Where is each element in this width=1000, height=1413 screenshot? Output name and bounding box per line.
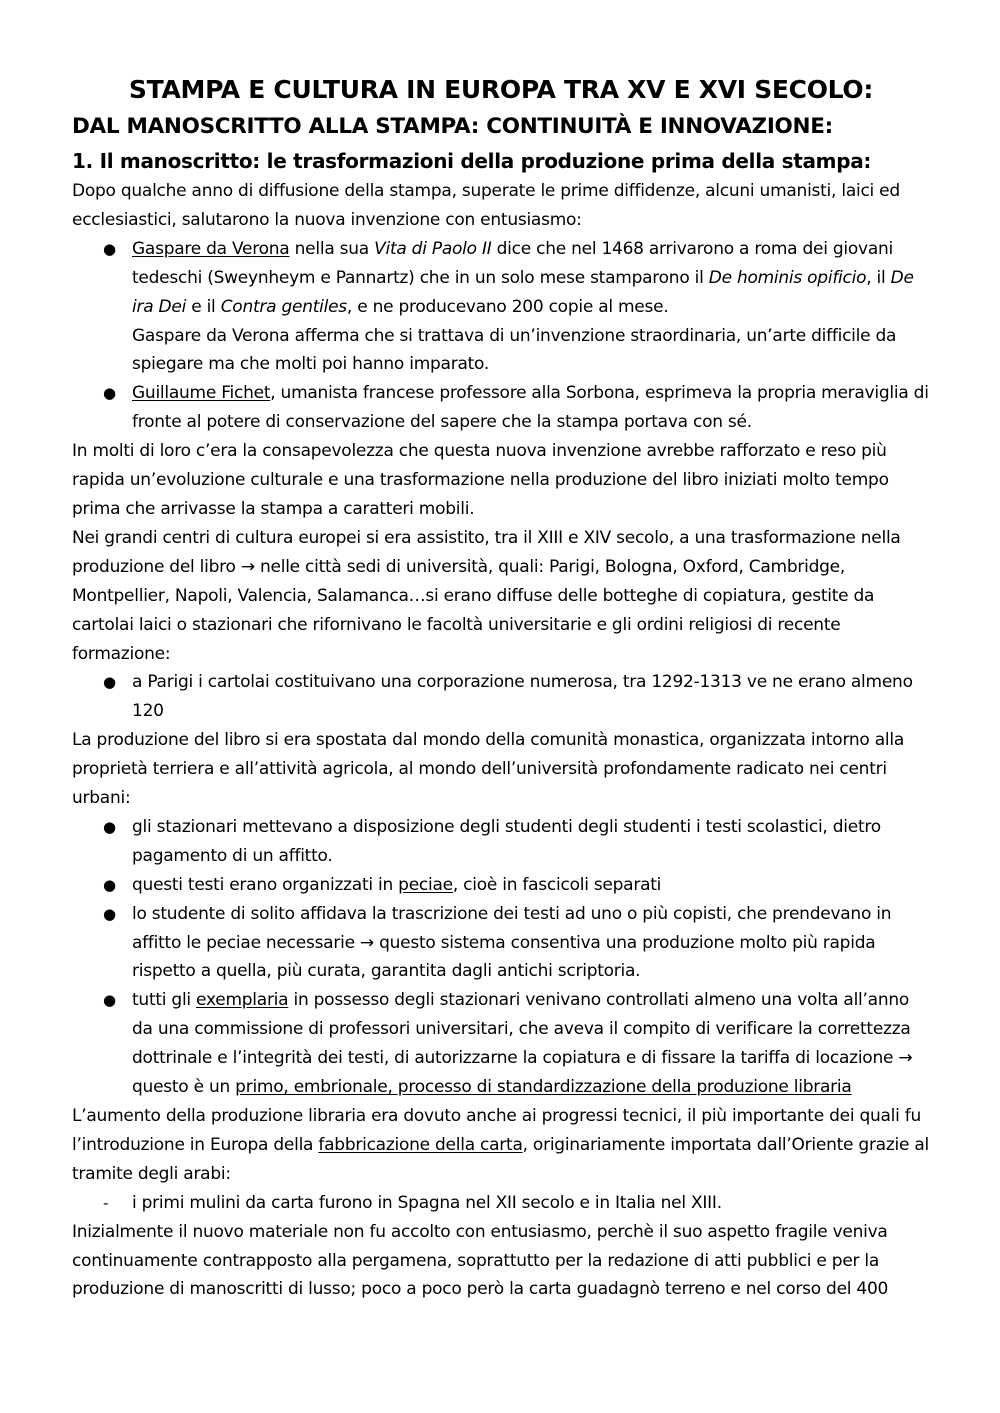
underlined-text: primo, embrionale, processo di standardizzazione della produzione libraria — [235, 1077, 852, 1098]
bullet-icon: ● — [103, 875, 116, 894]
text-run: dice che nel 1468 arrivarono a roma dei giovani tedeschi (Sweynheym e Pannartz) che in un solo mese stamparono il — [132, 238, 894, 288]
text-run: Nei grandi centri di cultura europei si era assistito, tra il XIII e XIV secolo, a una trasformazione nella produzione del libro → nelle città sedi di università, quali: Parigi, Bologna, Oxford, Cambridge, Montpellier, Napoli, Valencia, Salamanca…si erano diffuse delle botteghe di copiatura, gestite da cartolai laici o stazionari che rifornivano le facoltà universitarie e gli ordini religiosi di recente formazione: — [72, 527, 901, 664]
dash-list — [72, 1189, 930, 1218]
text-run: tutti gli — [132, 990, 197, 1011]
text-run: La produzione del libro si era spostata dal mondo della comunità monastica, organizzata intorno alla proprietà terriera e all’attività agricola, al mondo dell’università profondamente radicato nei centri urbani: — [72, 730, 904, 809]
page-subtitle: DAL MANOSCRITTO ALLA STAMPA: CONTINUITÀ E INNOVAZIONE: — [72, 114, 833, 139]
list-item — [72, 986, 930, 1102]
list-item — [72, 235, 930, 380]
page-title: STAMPA E CULTURA IN EUROPA TRA XV E XVI SECOLO: — [128, 75, 874, 104]
text-run: e il — [186, 296, 221, 317]
text-run: , umanista francese professore alla Sorbona, esprimeva la propria meraviglia di fronte al potere di conservazione del sapere che la stampa portava con sé. — [132, 383, 929, 433]
text-run: questi testi erano organizzati in — [132, 874, 399, 895]
paragraph — [72, 1218, 930, 1305]
italic-title: Vita di Paolo II — [374, 238, 492, 259]
text-run: , e ne producevano 200 copie al mese. — [346, 296, 669, 317]
text-run: lo studente di solito affidava la trascrizione dei testi ad uno o più copisti, che prendevano in affitto le peciae necessarie → questo sistema consentiva una produzione molto più rapida rispetto a quella, più curata, garantita dagli antichi scriptoria. — [132, 903, 892, 982]
bullet-icon: ● — [103, 904, 116, 923]
text-run: nella sua — [289, 238, 375, 259]
bullet-list — [72, 813, 930, 1102]
list-item-text — [132, 900, 930, 987]
bullet-list — [72, 235, 930, 437]
bullet-icon: ● — [103, 384, 116, 403]
dash-marker: - — [103, 1193, 109, 1212]
list-item — [72, 813, 930, 871]
list-item-text — [132, 986, 930, 1102]
bullet-icon: ● — [103, 817, 116, 836]
list-item-text — [132, 235, 930, 380]
text-run: gli stazionari mettevano a disposizione degli studenti degli studenti i testi scolastici, dietro pagamento di un affitto. — [132, 816, 881, 866]
text-run: , cioè in fascicoli separati — [452, 874, 662, 895]
document-body — [72, 177, 930, 1304]
list-item-text — [132, 1189, 930, 1218]
text-run: in possesso degli stazionari venivano controllati almeno una volta all’anno da una commissione di professori universitari, che aveva il compito di verificare la correttezza dottrinale e l’integrità dei testi, di autorizzarne la copiatura e di fissare la tariffa di locazione → questo è un — [132, 990, 913, 1098]
section-heading: 1. Il manoscritto: le trasformazioni della produzione prima della stampa: — [72, 149, 872, 173]
underlined-text: exemplaria — [196, 990, 289, 1011]
text-run: Dopo qualche anno di diffusione della stampa, superate le prime diffidenze, alcuni umanisti, laici ed ecclesiastici, salutarono la nuova invenzione con entusiasmo: — [72, 181, 900, 230]
text-run: In molti di loro c’era la consapevolezza che questa nuova invenzione avrebbe rafforzato e reso più rapida un’evoluzione culturale e una trasformazione nella produzione del libro iniziati molto tempo prima che arrivasse la stampa a caratteri mobili. — [72, 441, 889, 519]
text-run: i primi mulini da carta furono in Spagna nel XII secolo e in Italia nel XIII. — [132, 1192, 722, 1213]
paragraph — [72, 524, 930, 669]
underlined-text: Gaspare da Verona — [132, 238, 290, 259]
underlined-text: peciae — [398, 874, 453, 895]
text-run: Gaspare da Verona afferma che si trattava di un’invenzione straordinaria, un’arte difficile da spiegare ma che molti poi hanno imparato. — [132, 325, 897, 375]
italic-title: De ira Dei — [132, 267, 914, 317]
text-run: Inizialmente il nuovo materiale non fu accolto con entusiasmo, perchè il suo aspetto fragile veniva continuamente contrapposto alla pergamena, soprattutto per la redazione di atti pubblici e per la produzione di manoscritti di lusso; poco a poco però la carta guadagnò terreno e nel corso del 400 — [72, 1221, 889, 1300]
text-run: , il — [866, 267, 891, 288]
underlined-text: Guillaume Fichet — [132, 383, 271, 404]
bullet-icon: ● — [103, 239, 116, 258]
text-run: L’aumento della produzione libraria era dovuto anche ai progressi tecnici, il più importante dei quali fu l’introduzione in Europa della — [72, 1106, 922, 1155]
underlined-text: fabbricazione della carta — [318, 1134, 523, 1155]
list-item-text — [132, 871, 930, 900]
bullet-icon: ● — [103, 991, 116, 1010]
bullet-icon: ● — [103, 673, 116, 692]
list-item — [72, 900, 930, 987]
paragraph — [72, 726, 930, 813]
paragraph — [72, 177, 930, 235]
list-item-text — [132, 813, 930, 871]
bullet-list — [72, 668, 930, 726]
list-item-text — [132, 379, 930, 437]
text-run: , originariamente importata dall’Oriente grazie al tramite degli arabi: — [72, 1134, 929, 1184]
text-run: a Parigi i cartolai costituivano una corporazione numerosa, tra 1292-1313 ve ne erano almeno 120 — [132, 672, 913, 722]
list-item — [72, 871, 930, 900]
list-item — [72, 379, 930, 437]
italic-title: De hominis opificio — [708, 267, 867, 288]
paragraph — [72, 1102, 930, 1189]
list-item — [72, 1189, 930, 1218]
list-item — [72, 668, 930, 726]
list-item-text — [132, 668, 930, 726]
italic-title: Contra gentiles — [220, 296, 347, 317]
paragraph — [72, 437, 930, 524]
